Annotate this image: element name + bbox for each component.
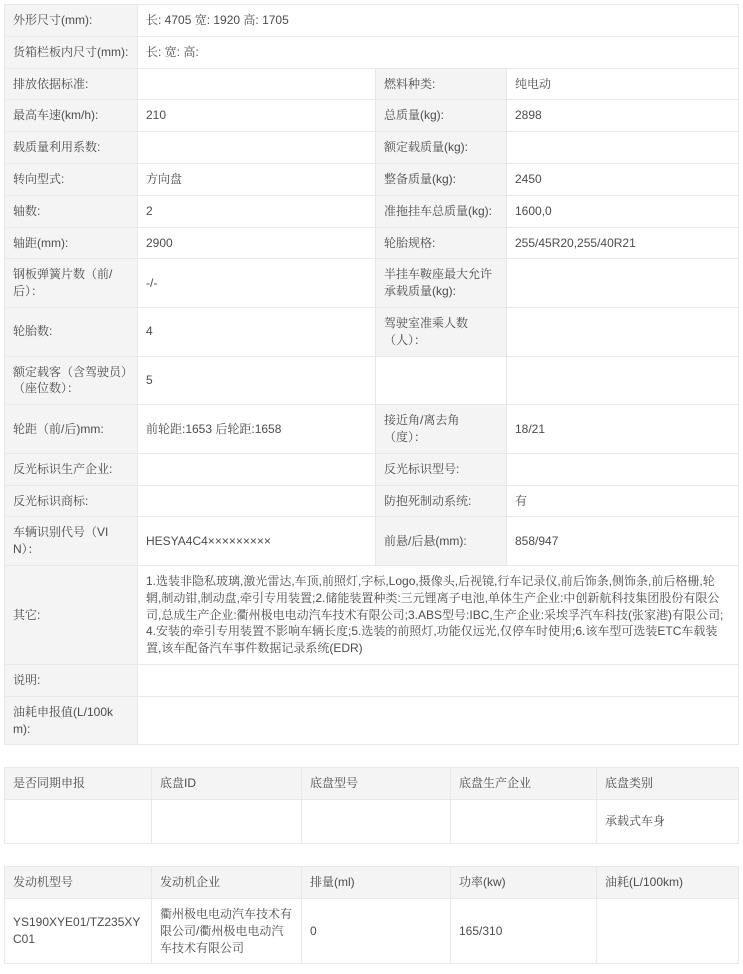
spec-label: 额定载质量(kg): xyxy=(376,132,507,164)
engine-power-cell: 165/310 xyxy=(451,898,597,963)
spec-value: 2898 xyxy=(507,100,739,132)
chassis-value-cell xyxy=(451,800,597,844)
spec-label: 整备质量(kg): xyxy=(376,163,507,195)
spec-value xyxy=(507,132,739,164)
spec-value xyxy=(507,356,739,405)
spec-value xyxy=(138,696,739,745)
spec-label: 额定载客（含驾驶员）（座位数）： xyxy=(5,356,138,405)
engine-header-cell: 发动机型号 xyxy=(5,867,152,899)
spec-value: 255/45R20,255/40R21 xyxy=(507,227,739,259)
spec-value: 有 xyxy=(507,485,739,517)
spec-value: 2 xyxy=(138,195,376,227)
spec-value: 长: 宽: 高: xyxy=(138,36,739,68)
spec-label: 轮胎数: xyxy=(5,307,138,356)
chassis-header-cell: 是否同期申报 xyxy=(5,768,152,800)
spec-row xyxy=(5,100,739,132)
spec-value: 210 xyxy=(138,100,376,132)
spec-value: 1600,0 xyxy=(507,195,739,227)
chassis-header-cell: 底盘生产企业 xyxy=(451,768,597,800)
spec-value: 方向盘 xyxy=(138,163,376,195)
spec-row xyxy=(5,259,739,308)
chassis-header-cell: 底盘型号 xyxy=(302,768,451,800)
spec-label: 反光标识商标: xyxy=(5,485,138,517)
spec-label: 轮距（前/后)mm: xyxy=(5,405,138,454)
spec-label: 说明: xyxy=(5,664,138,696)
spec-label: 准拖挂车总质量(kg): xyxy=(376,195,507,227)
spec-label: 钢板弹簧片数（前/后）： xyxy=(5,259,138,308)
chassis-header-cell: 底盘ID xyxy=(152,768,302,800)
engine-fuel-cell xyxy=(597,898,739,963)
spec-row xyxy=(5,453,739,485)
spec-value xyxy=(138,132,376,164)
chassis-value-row xyxy=(5,800,739,844)
spec-value: 前轮距:1653 后轮距:1658 xyxy=(138,405,376,454)
spec-value xyxy=(138,664,739,696)
spec-value xyxy=(507,259,739,308)
table-spacer xyxy=(0,844,743,866)
spec-label: 防抱死制动系统: xyxy=(376,485,507,517)
spec-value: -/- xyxy=(138,259,376,308)
engine-model-cell: YS190XYE01/TZ235XYC01 xyxy=(5,898,152,963)
spec-value: 4 xyxy=(138,307,376,356)
spec-value: 5 xyxy=(138,356,376,405)
chassis-value-cell xyxy=(302,800,451,844)
spec-row xyxy=(5,405,739,454)
spec-value: HESYA4C4××××××××× xyxy=(138,517,376,566)
spec-label: 驾驶室准乘人数（人）： xyxy=(376,307,507,356)
spec-row-other xyxy=(5,565,739,664)
spec-row xyxy=(5,36,739,68)
spec-label: 轴数: xyxy=(5,195,138,227)
spec-value xyxy=(507,453,739,485)
spec-label: 最高车速(km/h): xyxy=(5,100,138,132)
spec-row xyxy=(5,195,739,227)
spec-label-empty xyxy=(376,356,507,405)
spec-label: 燃料种类: xyxy=(376,68,507,100)
engine-header-cell: 油耗(L/100km) xyxy=(597,867,739,899)
chassis-value-cell xyxy=(152,800,302,844)
spec-value: 纯电动 xyxy=(507,68,739,100)
chassis-header-row xyxy=(5,768,739,800)
spec-label: 油耗申报值(L/100km): xyxy=(5,696,138,745)
spec-value: 2900 xyxy=(138,227,376,259)
spec-label: 接近角/离去角（度）： xyxy=(376,405,507,454)
engine-displacement-cell: 0 xyxy=(302,898,451,963)
spec-label: 反光标识生产企业: xyxy=(5,453,138,485)
spec-label: 车辆识别代号（VIN）： xyxy=(5,517,138,566)
chassis-header-cell: 底盘类别 xyxy=(597,768,739,800)
spec-row xyxy=(5,163,739,195)
engine-header-cell: 功率(kw) xyxy=(451,867,597,899)
spec-row xyxy=(5,696,739,745)
spec-row xyxy=(5,356,739,405)
spec-value xyxy=(507,307,739,356)
engine-maker-cell: 衢州极电电动汽车技术有限公司/衢州极电电动汽车技术有限公司 xyxy=(152,898,302,963)
spec-label: 外形尺寸(mm): xyxy=(5,5,138,37)
spec-label: 转向型式: xyxy=(5,163,138,195)
spec-value: 2450 xyxy=(507,163,739,195)
spec-label: 其它: xyxy=(5,565,138,664)
spec-row xyxy=(5,227,739,259)
engine-table xyxy=(4,866,739,964)
spec-table xyxy=(4,4,739,745)
chassis-table xyxy=(4,767,739,844)
spec-label: 总质量(kg): xyxy=(376,100,507,132)
spec-value: 18/21 xyxy=(507,405,739,454)
spec-label: 前悬/后悬(mm): xyxy=(376,517,507,566)
engine-header-row xyxy=(5,867,739,899)
chassis-value-cell: 承载式车身 xyxy=(597,800,739,844)
spec-value xyxy=(138,485,376,517)
spec-row xyxy=(5,132,739,164)
spec-row xyxy=(5,5,739,37)
spec-label: 轮胎规格: xyxy=(376,227,507,259)
spec-row xyxy=(5,485,739,517)
spec-label: 反光标识型号: xyxy=(376,453,507,485)
spec-row xyxy=(5,307,739,356)
spec-value: 长: 4705 宽: 1920 高: 1705 xyxy=(138,5,739,37)
spec-value xyxy=(138,68,376,100)
chassis-value-cell xyxy=(5,800,152,844)
spec-label: 载质量利用系数: xyxy=(5,132,138,164)
spec-value-other-notes: 1.选装非隐私玻璃,激光雷达,车顶,前照灯,字标,Logo,摄像头,后视镜,行车记录仪,前后饰条,侧饰条,前后格栅,轮辋,制动钳,制动盘,牵引专用装置;2.储能装置种类:三元锂离子电池,单体生产企业:中创新航科技集团股份有限公司,总成生产企业:衢州极电电动汽车技术有限公司;3.ABS型号:IBC,生产企业:采埃孚汽车科技(张家港)有限公司;4.安装的牵引专用装置不影响车辆长度;5.选装的前照灯,功能仅远光,仅停车时使用;6.该车型可选装ETC车载装置,该车配备汽车事件数据记录系统(EDR) xyxy=(138,565,739,664)
spec-value xyxy=(138,453,376,485)
spec-row xyxy=(5,68,739,100)
engine-value-row xyxy=(5,898,739,963)
engine-header-cell: 发动机企业 xyxy=(152,867,302,899)
spec-label: 货箱栏板内尺寸(mm): xyxy=(5,36,138,68)
spec-label: 排放依据标准: xyxy=(5,68,138,100)
spec-value: 858/947 xyxy=(507,517,739,566)
spec-label: 半挂车鞍座最大允许承载质量(kg): xyxy=(376,259,507,308)
spec-row xyxy=(5,664,739,696)
spec-row xyxy=(5,517,739,566)
table-spacer xyxy=(0,745,743,767)
engine-header-cell: 排量(ml) xyxy=(302,867,451,899)
spec-label: 轴距(mm): xyxy=(5,227,138,259)
